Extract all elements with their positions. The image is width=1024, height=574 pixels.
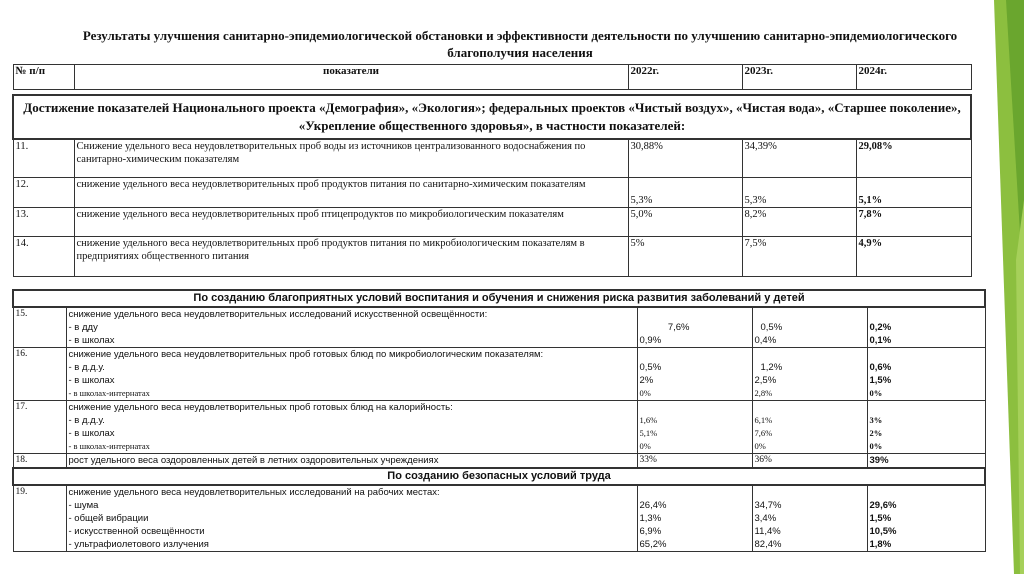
page-title: Результаты улучшения санитарно-эпидемиологической обстановки и эффективности деятельности по улучшению санитарно-эпидемиологического благополучия населения xyxy=(82,28,958,60)
value-2022: 30,88% xyxy=(628,139,742,177)
sub-item: - в школах xyxy=(68,335,115,346)
value: 0,5% xyxy=(760,322,783,333)
value: 11,4% xyxy=(754,526,781,537)
green-decoration xyxy=(984,0,1024,574)
row-text xyxy=(66,307,637,348)
results-table-1 xyxy=(12,64,972,277)
table-row xyxy=(13,454,985,469)
row-text xyxy=(66,485,637,552)
header-2024: 2024г. xyxy=(856,65,971,90)
value: 6,9% xyxy=(639,526,662,537)
header-2022: 2022г. xyxy=(628,65,742,90)
row-num: 19. xyxy=(13,485,66,552)
value: 1,8% xyxy=(869,539,892,550)
sub-item: - в школах-интернатах xyxy=(68,441,150,451)
sub-item: - в школах-интернатах xyxy=(68,388,150,398)
value: 0% xyxy=(869,388,883,398)
value-2023: 36% xyxy=(752,454,867,469)
value: 0,6% xyxy=(869,362,892,373)
value: 1,5% xyxy=(869,375,892,386)
value: 7,6% xyxy=(754,428,773,438)
value-2023 xyxy=(752,485,867,552)
value-2022 xyxy=(637,307,752,348)
sub-item: - в школах xyxy=(68,375,115,386)
row-num: 13. xyxy=(13,207,74,236)
row-text: снижение удельного веса неудовлетворительных проб продуктов питания по санитарно-химическим показателям xyxy=(74,177,628,207)
section-heading-children: По созданию благоприятных условий воспитания и обучения и снижения риска развития заболеваний у детей xyxy=(13,290,985,307)
row-num: 15. xyxy=(13,307,66,348)
row-text-main: снижение удельного веса неудовлетворительных проб готовых блюд на калорийность: xyxy=(68,402,453,413)
row-num: 14. xyxy=(13,236,74,276)
section-heading: Достижение показателей Национального проекта «Демография», «Экология»; федеральных проектов «Чистый воздух», «Чистая вода», «Старшее поколение», «Укрепление общественного здоровья», в частности показателей: xyxy=(13,95,971,139)
row-text xyxy=(66,401,637,454)
value-2024: 7,8% xyxy=(856,207,971,236)
value: 6,1% xyxy=(754,415,773,425)
value: 2% xyxy=(639,375,654,386)
value-2022: 5% xyxy=(628,236,742,276)
sub-item: - в школах xyxy=(68,428,115,439)
value-2023 xyxy=(752,401,867,454)
value: 29,6% xyxy=(869,500,897,511)
table-header-row xyxy=(13,65,971,90)
row-num: 12. xyxy=(13,177,74,207)
value: 1,3% xyxy=(639,513,662,524)
results-table-2 xyxy=(12,289,986,552)
sub-item: - шума xyxy=(68,500,99,511)
value-2023 xyxy=(752,307,867,348)
value: 2% xyxy=(869,428,883,438)
sub-item: - ультрафиолетового излучения xyxy=(68,539,209,550)
value: 0,1% xyxy=(869,335,892,346)
value: 82,4% xyxy=(754,539,782,550)
section-heading-labor: По созданию безопасных условий труда xyxy=(13,468,985,485)
table-row xyxy=(13,401,985,454)
row-text-main: снижение удельного веса неудовлетворительных проб готовых блюд по микробиологическим показателям: xyxy=(68,349,544,360)
value: 1,5% xyxy=(869,513,892,524)
row-text: рост удельного веса оздоровленных детей в летних оздоровительных учреждениях xyxy=(66,454,637,469)
sub-item: - в дду xyxy=(68,322,98,333)
value: 5,1% xyxy=(639,428,658,438)
value-2023: 5,3% xyxy=(742,177,856,207)
row-text-main: снижение удельного веса неудовлетворительных исследований на рабочих местах: xyxy=(68,487,440,498)
value-2024 xyxy=(867,348,985,401)
table-row xyxy=(13,348,985,401)
row-num: 16. xyxy=(13,348,66,401)
value: 0% xyxy=(639,388,651,398)
value-2022 xyxy=(637,348,752,401)
row-text: снижение удельного веса неудовлетворительных проб птицепродуктов по микробиологическим показателям xyxy=(74,207,628,236)
sub-item: - в д.д.у. xyxy=(68,362,105,373)
value: 0,5% xyxy=(639,362,662,373)
value-2024 xyxy=(867,307,985,348)
value: 7,6% xyxy=(667,322,690,333)
value-2022 xyxy=(637,401,752,454)
value-2022: 5,3% xyxy=(628,177,742,207)
value: 2,8% xyxy=(754,388,773,398)
value: 1,2% xyxy=(760,362,783,373)
sub-item: - в д.д.у. xyxy=(68,415,105,426)
section-heading-row xyxy=(13,290,985,307)
header-num: № п/п xyxy=(13,65,74,90)
value-2023: 34,39% xyxy=(742,139,856,177)
value: 0% xyxy=(869,441,883,451)
value: 3% xyxy=(869,415,883,425)
table-row xyxy=(13,485,985,552)
row-text-main: снижение удельного веса неудовлетворительных исследований искусственной освещённости: xyxy=(68,309,488,320)
value: 0% xyxy=(639,441,651,451)
value-2023: 8,2% xyxy=(742,207,856,236)
value: 0% xyxy=(754,441,766,451)
value: 65,2% xyxy=(639,539,667,550)
value: 0,9% xyxy=(639,335,662,346)
value-2023: 7,5% xyxy=(742,236,856,276)
row-num: 17. xyxy=(13,401,66,454)
value-2022: 33% xyxy=(637,454,752,469)
header-indicators: показатели xyxy=(74,65,628,90)
value-2023 xyxy=(752,348,867,401)
row-num: 18. xyxy=(13,454,66,469)
table-row xyxy=(13,207,971,236)
sub-item: - общей вибрации xyxy=(68,513,149,524)
row-text: снижение удельного веса неудовлетворительных проб продуктов питания по микробиологическим показателям в предприятиях общественного питания xyxy=(74,236,628,276)
row-text xyxy=(66,348,637,401)
value: 0,4% xyxy=(754,335,777,346)
header-2023: 2023г. xyxy=(742,65,856,90)
value-2024 xyxy=(867,401,985,454)
value-2022: 5,0% xyxy=(628,207,742,236)
row-num: 11. xyxy=(13,139,74,177)
value: 2,5% xyxy=(754,375,777,386)
value-2024: 4,9% xyxy=(856,236,971,276)
value: 3,4% xyxy=(754,513,777,524)
table-row xyxy=(13,177,971,207)
value-2024: 39% xyxy=(867,454,985,469)
section-heading-row xyxy=(13,95,971,139)
table-row xyxy=(13,139,971,177)
value: 1,6% xyxy=(639,415,658,425)
value-2024 xyxy=(867,485,985,552)
table-row xyxy=(13,307,985,348)
value: 26,4% xyxy=(639,500,667,511)
value-2024: 29,08% xyxy=(856,139,971,177)
value: 0,2% xyxy=(869,322,892,333)
row-text: Снижение удельного веса неудовлетворительных проб воды из источников централизованного водоснабжения по санитарно-химическим показателям xyxy=(74,139,628,177)
value-2022 xyxy=(637,485,752,552)
section-heading-row xyxy=(13,468,985,485)
value-2024: 5,1% xyxy=(856,177,971,207)
sub-item: - искусственной освещённости xyxy=(68,526,205,537)
table-row xyxy=(13,236,971,276)
value: 10,5% xyxy=(869,526,897,537)
value: 34,7% xyxy=(754,500,782,511)
